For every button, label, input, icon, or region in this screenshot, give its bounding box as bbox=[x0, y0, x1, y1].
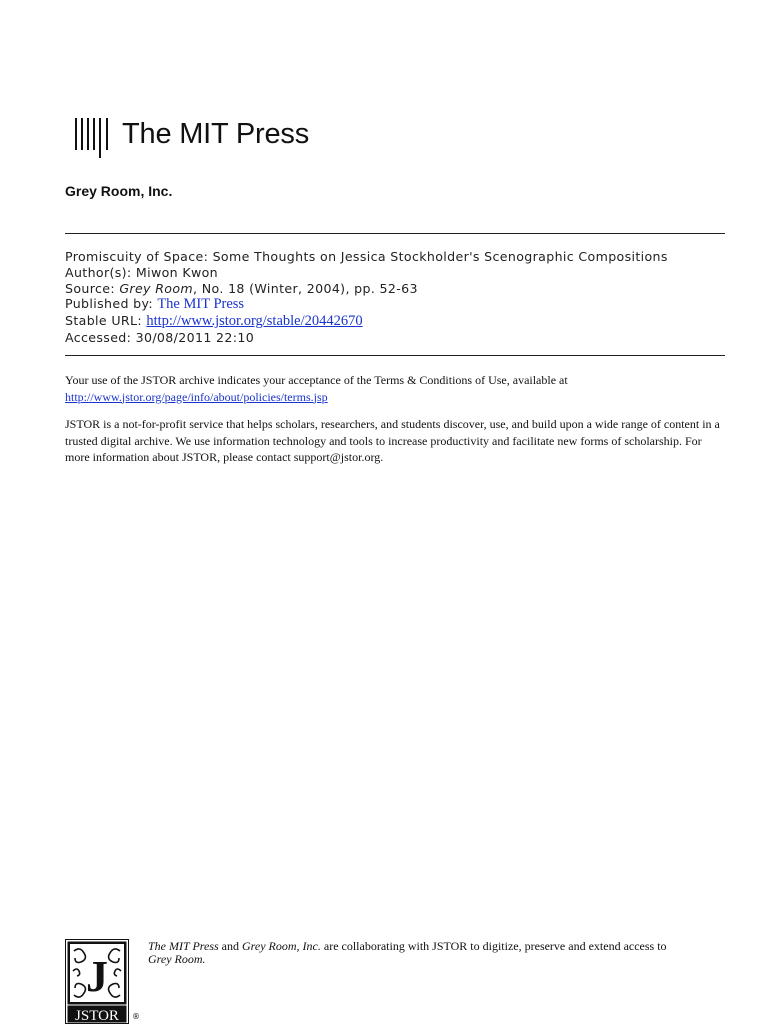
collab-text: are collaborating with JSTOR to digitize, preserve and extend access to bbox=[320, 939, 667, 953]
terms-section bbox=[65, 372, 725, 466]
published-line bbox=[65, 296, 725, 313]
source-line bbox=[65, 281, 725, 297]
stable-url-label: Stable URL: bbox=[65, 313, 142, 329]
terms-link[interactable]: http://www.jstor.org/page/info/about/policies/terms.jsp bbox=[65, 389, 328, 404]
jstor-about: JSTOR is a not-for-profit service that helps scholars, researchers, and students discover, use, and build upon a wide range of content in a trusted digital archive. We use information technology and tools to increase productivity and facilitate new forms of scholarship. For more information about JSTOR, please contact support@jstor.org. bbox=[65, 417, 720, 464]
accessed-label: Accessed: bbox=[65, 329, 132, 345]
mit-press-logo bbox=[75, 110, 309, 158]
collaboration-note bbox=[148, 940, 728, 965]
author-name: Miwon Kwon bbox=[135, 264, 218, 280]
top-divider bbox=[65, 233, 725, 234]
accessed-date: 30/08/2011 22:10 bbox=[135, 329, 255, 345]
author-line bbox=[65, 265, 725, 281]
bottom-divider bbox=[65, 355, 725, 356]
accessed-line bbox=[65, 330, 725, 346]
article-metadata bbox=[65, 249, 725, 346]
published-by-link[interactable]: The MIT Press bbox=[157, 296, 245, 313]
published-label: Published by: bbox=[65, 296, 153, 312]
terms-notice bbox=[65, 372, 725, 405]
collab-publisher: Grey Room, Inc. bbox=[242, 939, 321, 953]
source-label: Source: bbox=[65, 280, 115, 296]
collab-journal: Grey Room. bbox=[148, 951, 206, 966]
article-title: Promiscuity of Space: Some Thoughts on Jessica Stockholder's Scenographic Compositions bbox=[65, 249, 668, 264]
mit-press-wordmark: The MIT Press bbox=[122, 117, 310, 150]
stable-url-link[interactable]: http://www.jstor.org/stable/20442670 bbox=[146, 313, 363, 330]
author-label: Author(s): bbox=[65, 264, 132, 280]
collab-press: The MIT Press bbox=[148, 939, 219, 953]
publisher-name: Grey Room, Inc. bbox=[65, 183, 173, 199]
collab-and: and bbox=[218, 939, 242, 953]
jstor-seal-icon bbox=[65, 939, 129, 1024]
mit-press-barcode-icon bbox=[75, 110, 111, 158]
stable-url-line bbox=[65, 313, 725, 330]
source-details: , No. 18 (Winter, 2004), pp. 52-63 bbox=[193, 280, 418, 296]
source-journal: Grey Room bbox=[119, 280, 194, 296]
svg-text:J: J bbox=[86, 952, 108, 1001]
registered-mark: ® bbox=[132, 1012, 140, 1021]
jstor-wordmark: JSTOR bbox=[75, 1008, 119, 1024]
terms-notice-text: Your use of the JSTOR archive indicates your acceptance of the Terms & Conditions of Use, available at bbox=[65, 373, 568, 387]
